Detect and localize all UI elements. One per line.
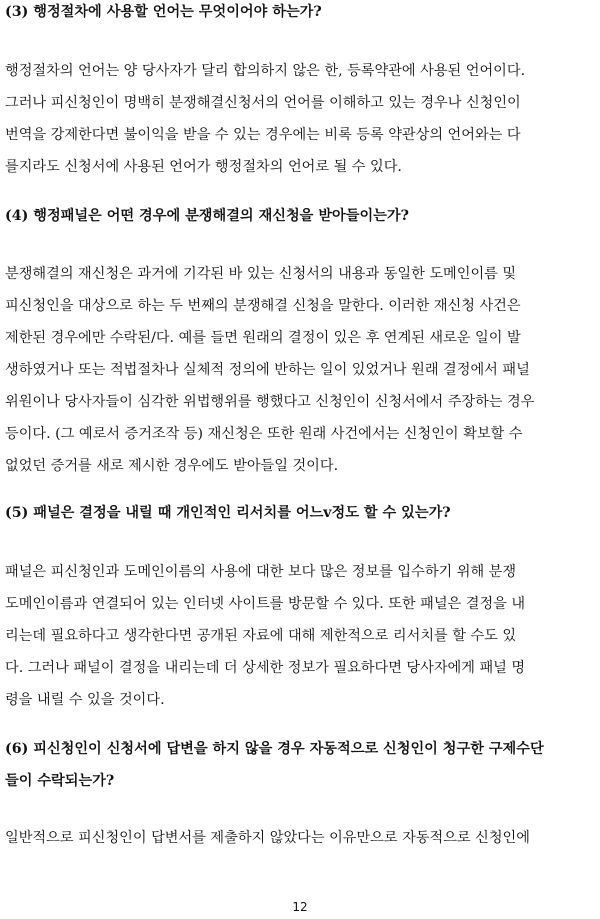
- paragraph-line: 를지라도 신청서에 사용된 언어가 행정절차의 언어로 될 수 있다.: [5, 159, 402, 175]
- section-6-heading: (6) 피신청인이 신청서에 답변을 하지 않을 경우 자동적으로 신청인이 청구한 구제수단: [5, 741, 544, 757]
- section-3-paragraph: [5, 63, 593, 176]
- paragraph-line: 등이다. (그 예로서 증거조작 등) 재신청은 또한 원래 사건에서는 신청인이 확보할 수: [5, 426, 523, 442]
- paragraph-line: 생하였거나 또는 적법절차나 실체적 정의에 반하는 일이 있었거나 원래 결정에서 패널: [5, 362, 530, 378]
- section-6-paragraph: [5, 830, 593, 847]
- section-4-paragraph: [5, 266, 593, 475]
- paragraph-line: 다. 그러나 패널이 결정을 내리는데 더 상세한 정보가 필요하다면 당사자에게 패널 명: [5, 660, 526, 676]
- paragraph-line: 위원이나 당사자들이 심각한 위법행위를 행했다고 신청인이 신청서에서 주장하는 경우: [5, 394, 535, 410]
- paragraph-line: 패널은 피신청인과 도메인이름의 사용에 대한 보다 많은 정보를 입수하기 위해 분쟁: [5, 564, 517, 580]
- paragraph-line: 행정절차의 언어는 양 당사자가 달리 합의하지 않은 한, 등록약관에 사용된 언어이다.: [5, 63, 526, 79]
- paragraph-line: 리는데 필요하다고 생각한다면 공개된 자료에 대해 제한적으로 리서치를 할 수도 있: [5, 628, 517, 644]
- paragraph-line: 령을 내릴 수 있을 것이다.: [5, 692, 165, 708]
- section-5-paragraph: [5, 564, 593, 709]
- section-4-heading: (4) 행정패널은 어떤 경우에 분쟁해결의 재신청을 받아들이는가?: [5, 208, 409, 224]
- paragraph-line: 없었던 증거를 새로 제시한 경우에도 받아들일 것이다.: [5, 458, 339, 474]
- section-5-heading: (5) 패널은 결정을 내릴 때 개인적인 리서치를 어느v정도 할 수 있는가?: [5, 505, 451, 521]
- section-3-heading: (3) 행정절차에 사용할 언어는 무엇이어야 하는가?: [5, 4, 322, 20]
- paragraph-line: 도메인이름과 연결되어 있는 인터넷 사이트를 방문할 수 있다. 또한 패널은 결정을 내: [5, 596, 526, 612]
- paragraph-line: 번역을 강제한다면 불이익을 받을 수 있는 경우에는 비록 등록 약관상의 언어와는 다: [5, 127, 521, 143]
- paragraph-line: 분쟁해결의 재신청은 과거에 기각된 바 있는 신청서의 내용과 동일한 도메인이름 및: [5, 266, 517, 282]
- paragraph-line: 제한된 경우에만 수락된/다. 예를 들면 원래의 결정이 있은 후 연계된 새로운 일이 발: [5, 330, 521, 346]
- paragraph-line: 일반적으로 피신청인이 답변서를 제출하지 않았다는 이유만으로 자동적으로 신청인에: [5, 830, 530, 846]
- section-6-heading-continued: 들이 수락되는가?: [5, 773, 115, 789]
- page-number: 12: [292, 900, 308, 914]
- paragraph-line: 그러나 피신청인이 명백히 분쟁해결신청서의 언어를 이해하고 있는 경우나 신청인이: [5, 95, 521, 111]
- paragraph-line: 피신청인을 대상으로 하는 두 번째의 분쟁해결 신청을 말한다. 이러한 재신청 사건은: [5, 298, 521, 314]
